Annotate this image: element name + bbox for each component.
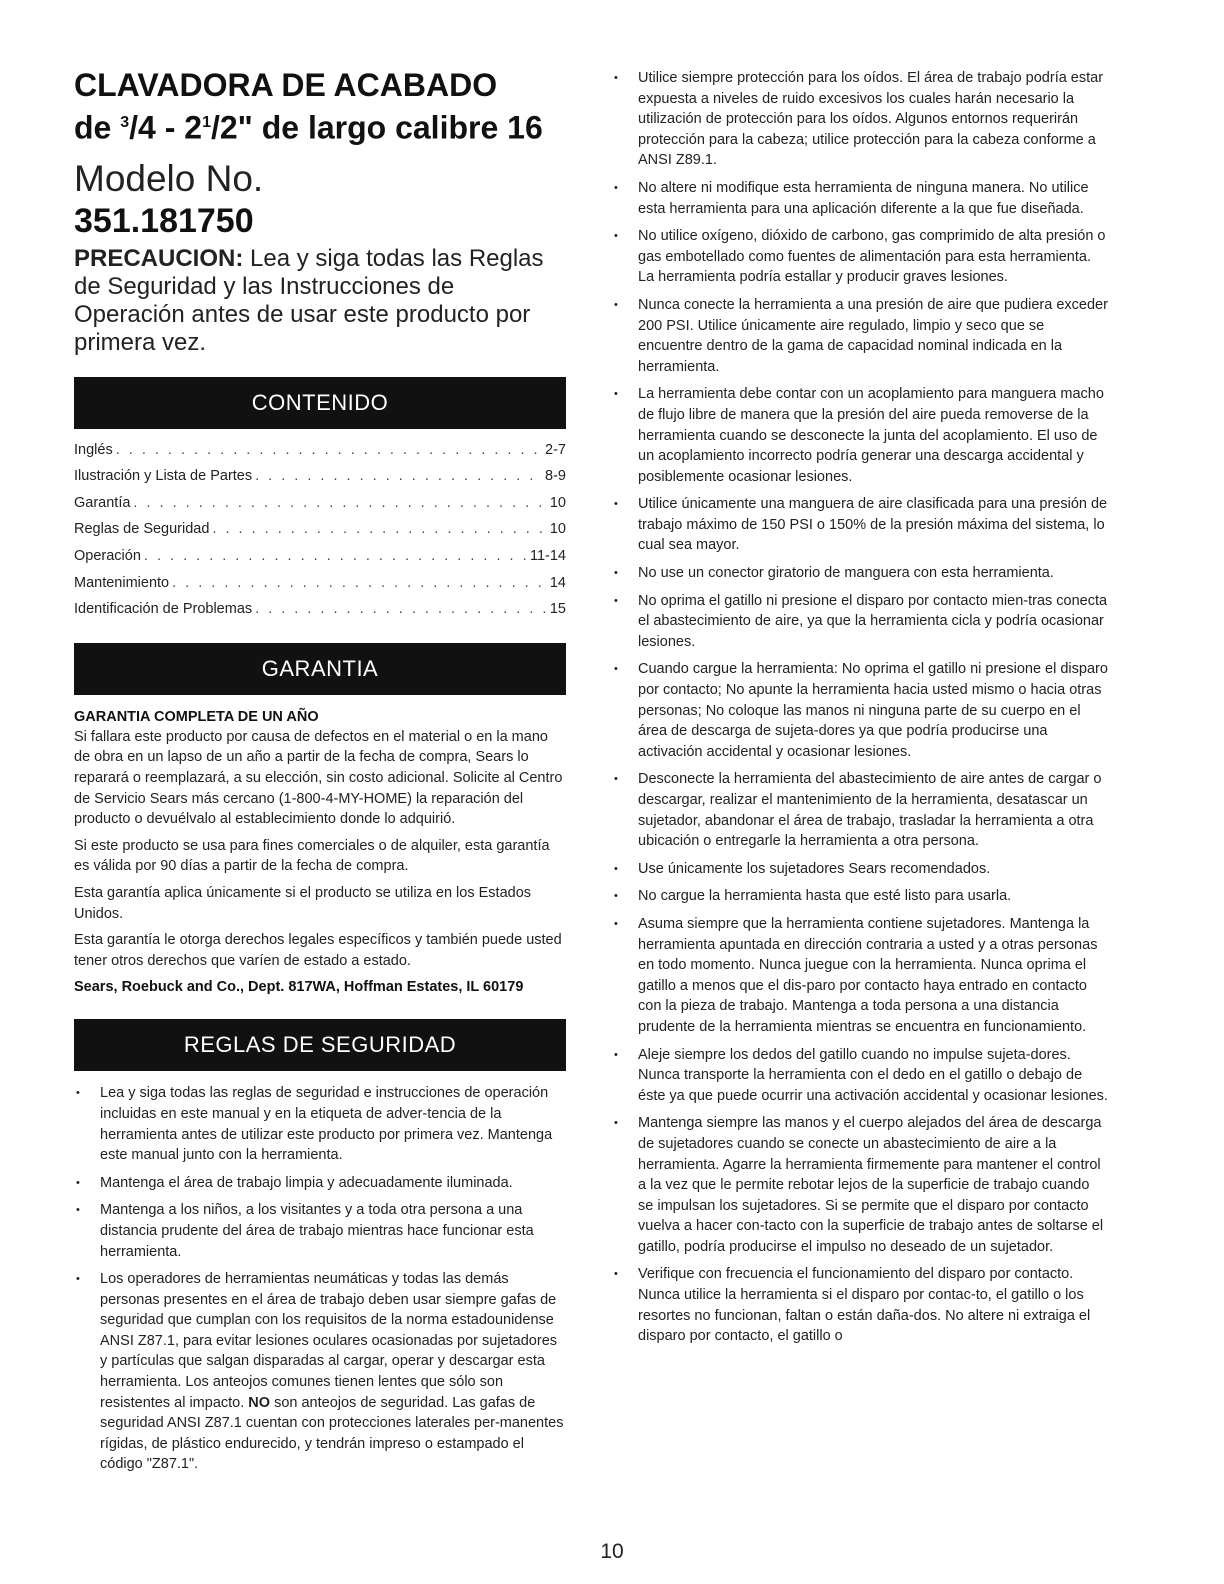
document-subtitle <box>74 104 566 147</box>
page-number: 10 <box>600 1540 624 1563</box>
toc-label: Identificación de Problemas <box>74 601 253 618</box>
toc-entry[interactable] <box>74 543 566 570</box>
toc-leader <box>255 596 547 623</box>
toc-label: Inglés <box>74 441 113 458</box>
subtitle-mid: - 2 <box>155 109 203 146</box>
warranty-paragraph: Si este producto se usa para fines comerciales o de alquiler, esta garantía es válida por 90 días a partir de la fecha de compra. <box>74 837 550 875</box>
fraction-a-numerator: 3 <box>120 114 130 131</box>
left-column <box>74 66 566 1482</box>
subtitle-suffix: " de largo calibre 16 <box>237 109 543 146</box>
toc-leader <box>144 543 527 570</box>
toc-leader <box>116 437 542 464</box>
safety-banner: REGLAS DE SEGURIDAD <box>74 1019 566 1071</box>
safety-rule: • No cargue la herramienta hasta que esté listo para usarla. <box>612 886 1108 907</box>
toc-page: 8-9 <box>545 468 566 485</box>
warranty-banner: GARANTIA <box>74 643 566 695</box>
caution-label: PRECAUCION: <box>74 244 244 272</box>
safety-rules-right <box>612 68 1108 1347</box>
toc-entry[interactable] <box>74 570 566 597</box>
toc-page: 10 <box>549 521 566 538</box>
safety-rule: • La herramienta debe contar con un acoplamiento para manguera macho de flujo libre de manera que la presión del aire pueda removerse de la herramienta cuando se desconecte la junta del acoplamiento. El uso de un acoplamiento incorrecto podría generar una descarga accidental y posiblemente ocasionar lesiones. <box>612 384 1108 487</box>
fraction-b-denominator: /2 <box>210 109 238 146</box>
safety-rule: • Utilice únicamente una manguera de aire clasificada para una presión de trabajo máximo de 150 PSI o 150% de la presión máxima del sistema, lo cual sea mayor. <box>612 494 1108 556</box>
safety-rule: • No altere ni modifique esta herramienta de ninguna manera. No utilice esta herramienta para una aplicación diferente a la que fue diseñada. <box>612 178 1108 219</box>
toc-page: 2-7 <box>545 441 566 458</box>
toc-entry[interactable] <box>74 490 566 517</box>
fraction-b-numerator: 1 <box>202 114 211 131</box>
toc-page: 11-14 <box>529 548 566 565</box>
toc-leader <box>212 516 546 543</box>
model-number: 351.181750 <box>74 201 254 240</box>
rule-text: Los operadores de herramientas neumáticas y todas las demás personas presentes en el área de trabajo deben usar siempre gafas de seguridad que cumplan con los requisitos de la norma estadounidense ANSI Z87.1, para evitar lesiones oculares ocasionadas por sujetadores y partículas que salgan disparadas al cargar, operar y descargar esta herramienta. Los anteojos comunes tienen lentes que sólo son resistentes al impacto. <box>100 1271 558 1411</box>
toc-label: Garantía <box>74 494 131 511</box>
safety-rule: • Utilice siempre protección para los oídos. El área de trabajo podría estar expuesta a niveles de ruido excesivos los cuales harán necesario la utilización de protección para los oídos. Algunos entornos requerirán protección para la cabeza; utilice protección para la cabeza conforme a ANSI Z89.1. <box>612 68 1108 171</box>
warranty-paragraph: Esta garantía le otorga derechos legales específicos y también puede usted tener otros derechos que varíen de estado a estado. <box>74 932 562 969</box>
safety-rule: • Lea y siga todas las reglas de seguridad e instrucciones de operación incluidas en este manual y en la etiqueta de adver-tencia de la herramienta antes de utilizar este producto por primera vez. Mantenga este manual junto con la herramienta. <box>74 1083 566 1165</box>
safety-rule: • Cuando cargue la herramienta: No oprima el gatillo ni presione el disparo por contacto; No apunte la herramienta hacia usted mismo o hacia otras personas; No coloque las manos ni ninguna parte de su cuerpo en el área de descarga de sujeta-dores ya que podría producirse una activación accidental y ocasionar lesiones. <box>612 659 1108 762</box>
model-label: Modelo No. <box>74 157 264 199</box>
safety-rules-left <box>74 1083 566 1475</box>
toc-page: 15 <box>549 601 566 618</box>
safety-rule: • No use un conector giratorio de manguera con esta herramienta. <box>612 563 1108 584</box>
toc-entry[interactable] <box>74 596 566 623</box>
document-title: CLAVADORA DE ACABADO <box>74 67 498 103</box>
subtitle-prefix: de <box>74 109 121 146</box>
safety-rule: • No oprima el gatillo ni presione el disparo por contacto mien-tras conecta el abastecimiento de aire, ya que la herramienta cicla y podría ocasionar lesiones. <box>612 591 1108 653</box>
toc-leader <box>255 463 542 490</box>
safety-rule: • Aleje siempre los dedos del gatillo cuando no impulse sujeta-dores. Nunca transporte la herramienta con el dedo en el gatillo o debajo de éste ya que puede ocurrir una activación accidental y ocasionar lesiones. <box>612 1045 1108 1107</box>
warranty-subheading: GARANTIA COMPLETA DE UN AÑO <box>74 708 319 725</box>
warranty-paragraph: Si fallara este producto por causa de defectos en el material o en la mano de obra en un lapso de un año a partir de la fecha de compra, Sears lo reparará o reemplazará, a su elección, sin costo adicional. Solicite al Centro de Servicio Sears más cercano (1-800-4-MY-HOME) la reparación del producto o devuélvalo al establecimiento donde lo adquirió. <box>74 728 563 828</box>
toc-label: Reglas de Seguridad <box>74 521 210 538</box>
table-of-contents <box>74 437 566 623</box>
caution-notice <box>74 245 566 357</box>
safety-rule: • Desconecte la herramienta del abastecimiento de aire antes de cargar o descargar, realizar el mantenimiento de la herramienta, desatascar un sujetador, abandonar el área de trabajo, trasladar la herramienta a otra ubicación o entregarle la herramienta a otra persona. <box>612 769 1108 851</box>
toc-label: Operación <box>74 548 141 565</box>
safety-rule: • Mantenga siempre las manos y el cuerpo alejados del área de descarga de sujetadores cuando se conecte un abastecimiento de aire a la herramienta. Agarre la herramienta firmemente para mantener el control a la vez que le permite rebotar lejos de la superficie de trabajo cuando se impulsan los sujetadores. Si se permite que el disparo por contacto vuelva a hacer con-tacto con la superficie de trabajo antes de soltarse el gatillo, podría producirse el impulso no deseado de un sujetador. <box>612 1113 1108 1257</box>
contents-banner: CONTENIDO <box>74 377 566 429</box>
fraction-a-denominator: /4 <box>129 109 156 146</box>
toc-label: Mantenimiento <box>74 574 170 591</box>
sears-address: Sears, Roebuck and Co., Dept. 817WA, Hoffman Estates, IL 60179 <box>74 979 524 996</box>
toc-leader <box>172 570 547 597</box>
rule-emphasis: NO <box>248 1394 271 1411</box>
safety-rule: • Asuma siempre que la herramienta contiene sujetadores. Mantenga la herramienta apuntada en dirección contraria a usted y a otras personas en todo momento. Nunca juegue con la herramienta. Nunca oprima el gatillo a menos que el dis-paro por contacto haya entrado en contacto con la pieza de trabajo. Mantenga a toda persona a una distancia prudente de la herramienta mientras se encuentra en funcionamiento. <box>612 914 1108 1038</box>
safety-rule-eye-protection <box>74 1269 566 1475</box>
toc-label: Ilustración y Lista de Partes <box>74 468 253 485</box>
safety-rule: • Nunca conecte la herramienta a una presión de aire que pudiera exceder 200 PSI. Utilice únicamente aire regulado, limpio y seco que se encuentre dentro de la gama de capacidad nominal indicada en la herramienta. <box>612 295 1108 377</box>
right-column <box>612 68 1108 1354</box>
safety-rule: • No utilice oxígeno, dióxido de carbono, gas comprimido de alta presión o gas embotellado como fuentes de alimentación para esta herramienta. La herramienta podría estallar y producir graves lesiones. <box>612 226 1108 288</box>
safety-rule: • Mantenga a los niños, a los visitantes y a toda otra persona a una distancia prudente del área de trabajo mientras hace funcionar esta herramienta. <box>74 1200 566 1262</box>
toc-entry[interactable] <box>74 463 566 490</box>
toc-page: 14 <box>549 574 566 591</box>
toc-entry[interactable] <box>74 516 566 543</box>
caution-text: Lea y siga todas las Reglas de Seguridad y las Instrucciones de Operación antes de usar este producto por primera vez. <box>74 244 544 356</box>
safety-rule: • Mantenga el área de trabajo limpia y adecuadamente iluminada. <box>74 1173 566 1194</box>
toc-entry[interactable] <box>74 437 566 464</box>
toc-page: 10 <box>549 494 566 511</box>
safety-rule: • Use únicamente los sujetadores Sears recomendados. <box>612 859 1108 880</box>
safety-rule: • Verifique con frecuencia el funcionamiento del disparo por contacto. Nunca utilice la herramienta si el disparo por contac-to, el gatillo o los resortes no funcionan, faltan o están daña-dos. No altere ni extraiga el disparo por contacto, el gatillo o <box>612 1264 1108 1346</box>
rule-text: son anteojos de seguridad. Las gafas de seguridad ANSI Z87.1 cuentan con protecciones laterales per-manentes rígidas, de plástico endurecido, y tendrán impreso o estampado el código "Z87.1". <box>100 1394 564 1473</box>
warranty-paragraph: Esta garantía aplica únicamente si el producto se utiliza en los Estados Unidos. <box>74 884 532 922</box>
toc-leader <box>133 490 546 517</box>
